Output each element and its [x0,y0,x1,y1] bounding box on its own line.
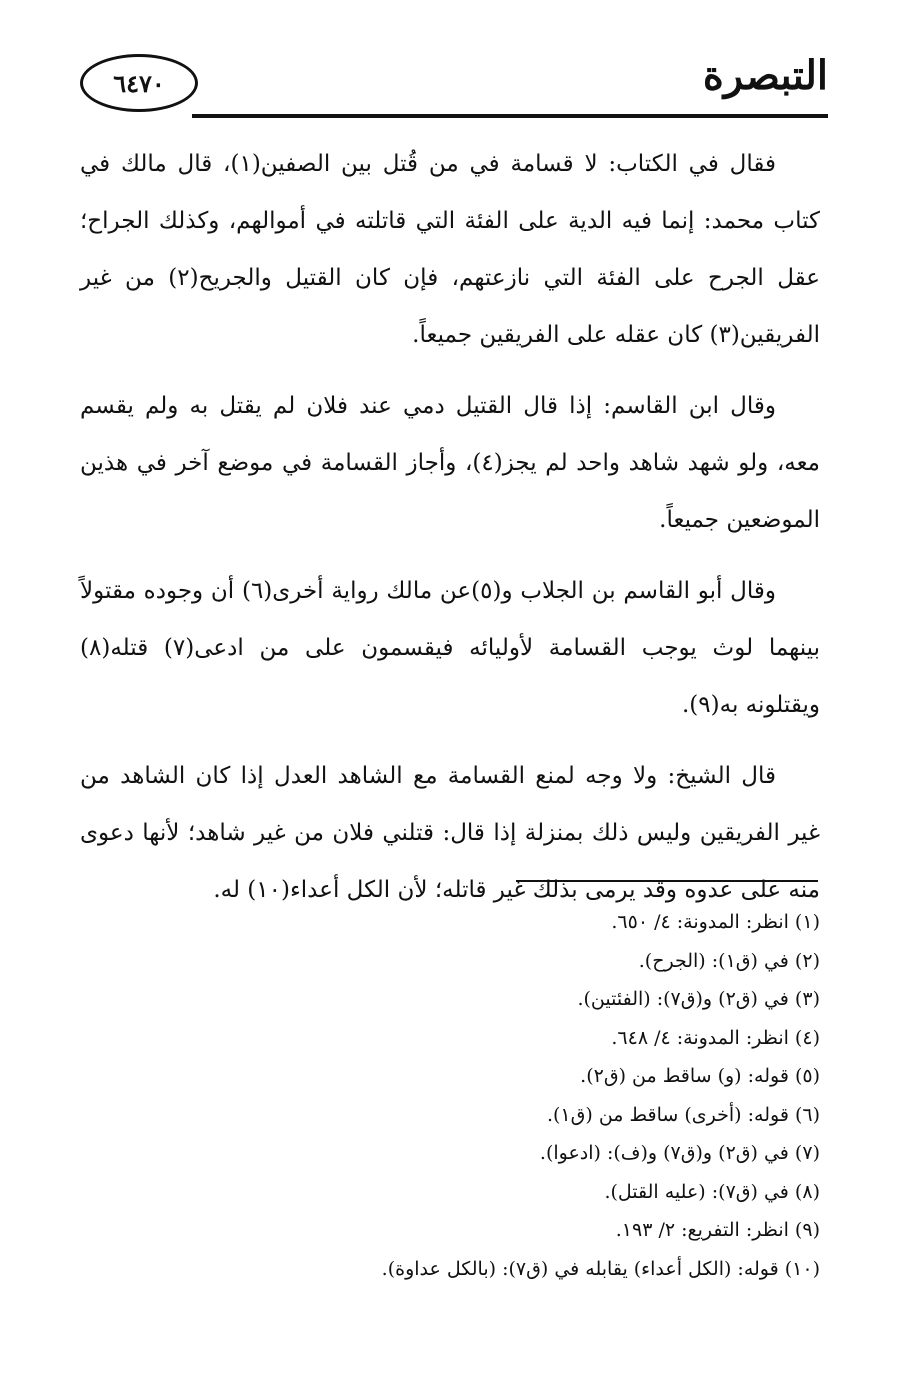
running-header [80,44,828,126]
footnotes [80,903,820,1288]
footnote: (٥) قوله: (و) ساقط من (ق٢). [580,1065,820,1087]
footnote-separator [516,880,818,882]
footnote: (٨) في (ق٧): (عليه القتل). [604,1180,820,1203]
footnote: (٧) في (ق٢) و(ق٧) و(ف): (ادعوا). [539,1142,820,1164]
body-text [80,136,820,933]
paragraph: وقال أبو القاسم بن الجلاب و(٥)عن مالك رواية أخرى(٦) أن وجوده مقتولاً بينهما لوث يوجب القسامة لأوليائه فيقسمون على من ادعى(٧) قتله(٨) ويقتلونه به(٩). [80,578,821,718]
footnote: (٤) انظر: المدونة: ٤/ ٦٤٨. [611,1026,820,1049]
paragraph: فقال في الكتاب: لا قسامة في من قُتل بين الصفين(١)، قال مالك في كتاب محمد: إنما فيه الدية على الفئة التي قاتلته في أموالهم، وكذلك الجراح؛ عقل الجرح على الفئة التي نازعتهم، فإن كان القتيل والجريح(٢) من غير الفريقين(٣) كان عقله على الفريقين جميعاً. [80,151,820,348]
footnote: (٦) قوله: (أخرى) ساقط من (ق١). [546,1103,820,1126]
footnote: (٢) في (ق١): (الجرح). [638,949,820,972]
page-number: ٦٤٧٠ [80,54,198,112]
paragraph: وقال ابن القاسم: إذا قال القتيل دمي عند فلان لم يقتل به ولم يقسم معه، ولو شهد شاهد واحد لم يجز(٤)، وأجاز القسامة في موضع آخر في هذين الموضعين جميعاً. [80,393,820,533]
book-title: التبصرة [702,52,828,99]
footnote: (١) انظر: المدونة: ٤/ ٦٥٠. [611,911,820,933]
footnote: (٩) انظر: التفريع: ٢/ ١٩٣. [615,1219,820,1241]
header-rule [192,114,828,118]
footnote: (١٠) قوله: (الكل أعداء) يقابله في (ق٧): (بالكل عداوة). [381,1257,820,1280]
footnote: (٣) في (ق٢) و(ق٧): (الفئتين). [577,988,820,1010]
paragraph: قال الشيخ: ولا وجه لمنع القسامة مع الشاهد العدل إذا كان الشاهد من غير الفريقين وليس ذلك بمنزلة إذا قال: قتلني فلان من غير شاهد؛ لأنها دعوى منه على عدوه وقد يرمى بذلك غير قاتله؛ لأن الكل أعداء(١٠) له. [80,763,820,903]
